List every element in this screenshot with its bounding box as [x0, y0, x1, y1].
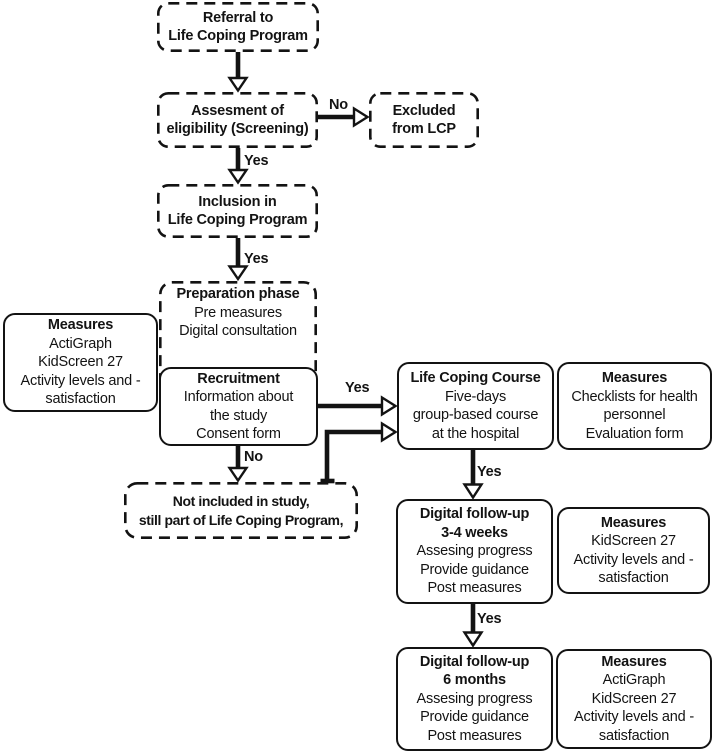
node-not-included-line: Not included in study, — [172, 493, 310, 509]
node-measures-course-line: Evaluation form — [585, 425, 684, 442]
node-recruitment-line: Consent form — [196, 426, 281, 442]
node-measures-followup-3-4-weeks — [557, 507, 710, 594]
node-measures-course-line: personnel — [603, 407, 666, 423]
node-measures-course-line: Checklists for health — [571, 388, 698, 405]
node-measures-followup-3-4-weeks-line: satisfaction — [598, 570, 669, 586]
node-excluded-line: Excluded — [392, 102, 456, 119]
node-life-coping-course — [397, 362, 554, 450]
node-measures-followup-3-4-weeks-line: KidScreen 27 — [591, 533, 676, 549]
node-referral-line: Referral to — [202, 9, 274, 26]
arrowhead-assessment-to-excluded — [354, 109, 368, 126]
arrowhead-assessment-to-inclusion — [230, 170, 247, 183]
arrowhead-course-to-followup1 — [465, 485, 482, 498]
arrowhead-not-included-to-course — [382, 424, 396, 441]
node-measures-followup-3-4-weeks-line: Activity levels and - — [573, 551, 694, 568]
node-measures-pre-line: Activity levels and - — [20, 372, 141, 389]
node-referral-line: Life Coping Program — [168, 28, 308, 44]
node-measures-pre-line: satisfaction — [45, 391, 116, 408]
node-not-included-line: still part of Life Coping Program, — [138, 511, 344, 528]
node-excluded — [369, 92, 479, 148]
edge-label-yes-preparation: Yes — [244, 251, 269, 267]
node-assessment-line: Assesment of — [191, 102, 284, 119]
edge-label-no-excluded: No — [329, 97, 348, 113]
node-recruitment-line: Information about — [183, 389, 294, 405]
node-life-coping-course-title: Life Coping Course — [410, 370, 541, 386]
node-measures-pre-title: Measures — [47, 317, 114, 334]
node-measures-followup-6-months-line: satisfaction — [598, 727, 670, 744]
edge-label-yes-followup2: Yes — [477, 611, 502, 627]
node-followup-6-months-title: Digital follow-up — [419, 653, 530, 670]
node-followup-6-months-line: Post measures — [427, 727, 522, 744]
node-assessment — [157, 92, 318, 148]
arrowhead-followup1-to-followup2 — [465, 633, 482, 646]
node-referral — [157, 2, 319, 52]
node-followup-3-4-weeks-title: Digital follow-up — [419, 506, 530, 523]
arrow-not-included-to-course — [327, 432, 382, 481]
node-measures-followup-3-4-weeks-title: Measures — [600, 514, 667, 531]
node-measures-followup-6-months-line: Activity levels and - — [574, 709, 694, 726]
node-preparation-phase-title: Preparation phase — [176, 286, 300, 302]
node-followup-3-4-weeks-line: Post measures — [427, 580, 522, 597]
node-measures-pre-line: KidScreen 27 — [38, 354, 123, 371]
arrowhead-referral-to-assessment — [230, 78, 247, 91]
node-measures-course-title: Measures — [601, 370, 668, 386]
node-measures-followup-6-months-line: ActiGraph — [602, 672, 666, 689]
edge-label-yes-inclusion: Yes — [244, 153, 269, 169]
node-followup-3-4-weeks-line: Assesing progress — [416, 543, 533, 560]
node-measures-followup-6-months-title: Measures — [601, 653, 667, 670]
node-followup-3-4-weeks-title: 3-4 weeks — [441, 524, 508, 541]
node-measures-course — [557, 362, 712, 450]
node-life-coping-course-line: Five-days — [444, 388, 507, 405]
arrowhead-recruitment-to-not-included — [230, 468, 247, 481]
node-measures-pre — [3, 313, 158, 412]
node-inclusion — [157, 184, 318, 238]
node-followup-3-4-weeks-line: Provide guidance — [420, 561, 529, 578]
node-recruitment-line: the study — [209, 407, 268, 424]
node-life-coping-course-line: group-based course — [412, 407, 539, 423]
node-inclusion-line: Inclusion in — [198, 193, 277, 210]
node-preparation-phase-line: Digital consultation — [179, 323, 297, 339]
node-followup-6-months-line: Provide guidance — [420, 709, 529, 726]
node-followup-3-4-weeks — [396, 499, 553, 604]
edge-label-yes-course: Yes — [345, 380, 370, 396]
node-measures-followup-6-months-line: KidScreen 27 — [591, 690, 677, 707]
node-followup-6-months-title: 6 months — [443, 672, 506, 689]
node-recruitment-title: Recruitment — [197, 370, 280, 387]
node-measures-pre-line: ActiGraph — [49, 335, 112, 352]
node-measures-followup-6-months — [556, 649, 712, 749]
arrowhead-recruitment-to-course — [382, 398, 396, 415]
node-excluded-line: from LCP — [392, 121, 456, 137]
edge-label-no-not-included: No — [244, 449, 263, 465]
node-recruitment — [159, 367, 318, 446]
node-followup-6-months — [396, 647, 553, 751]
node-inclusion-line: Life Coping Program — [167, 212, 308, 228]
node-life-coping-course-line: at the hospital — [431, 425, 520, 442]
arrowhead-inclusion-to-preparation — [230, 267, 247, 280]
edge-label-yes-followup1: Yes — [477, 464, 502, 480]
node-preparation-phase-line: Pre measures — [194, 304, 282, 321]
node-assessment-line: eligibility (Screening) — [166, 121, 309, 137]
node-followup-6-months-line: Assesing progress — [416, 690, 533, 707]
node-not-included — [124, 482, 358, 539]
